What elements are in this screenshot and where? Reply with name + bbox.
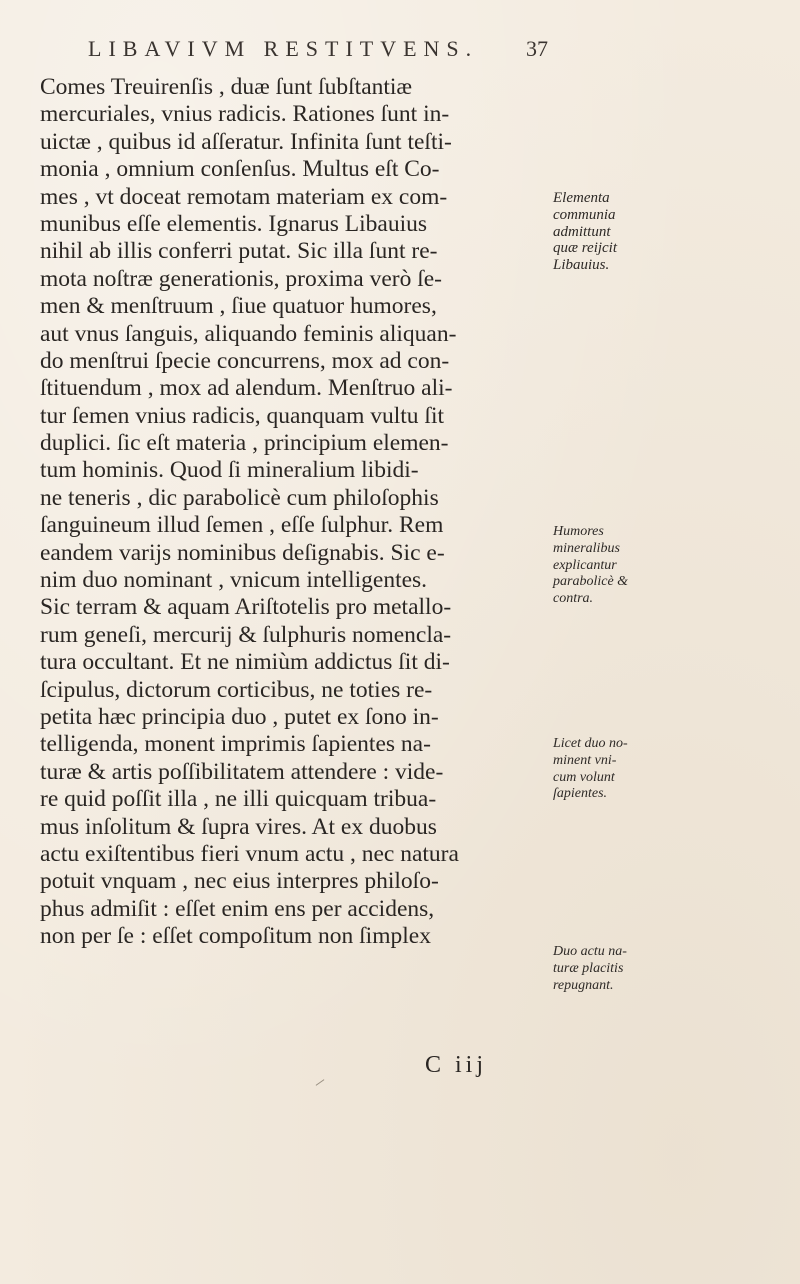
marginal-note-elementa: [553, 190, 798, 274]
marginal-note-line: Elementa: [553, 190, 610, 206]
marginal-note-licet: [553, 736, 798, 803]
text-line: ſtituendum , mox ad alendum. Menſtruo ali-: [40, 375, 453, 402]
marginal-note-line: explicantur: [553, 557, 617, 573]
text-line: nim duo nominant , vnicum intelligentes.: [40, 567, 428, 594]
text-line: munibus eſſe elementis. Ignarus Libauius: [40, 210, 428, 237]
text-line: tur ſemen vnius radicis, quanquam vultu ſit: [40, 402, 444, 429]
marginal-note-line: ſapientes.: [553, 786, 608, 802]
text-line: ne teneris , dic parabolicè cum philoſophis: [40, 484, 439, 511]
text-line: potuit vnquam , nec eius interpres philoſo-: [40, 868, 439, 895]
marginal-note-line: cum volunt: [553, 769, 615, 785]
text-line: uictæ , quibus id aſſeratur. Infinita ſunt teſti-: [40, 128, 452, 155]
text-line: rum geneſi, mercurij & ſulphuris nomencla-: [40, 621, 452, 648]
marginal-note-line: parabolicè &: [553, 574, 629, 590]
text-line: telligenda, monent imprimis ſapientes na-: [40, 731, 431, 758]
marginal-note-line: admittunt: [553, 223, 611, 240]
text-line: mota noſtræ generationis, proxima verò ſe-: [40, 265, 443, 292]
body-text: [40, 74, 560, 951]
text-line: men & menſtruum , ſiue quatuor humores,: [40, 293, 437, 320]
marginal-note-line: Humores: [553, 524, 604, 539]
text-line: petita hæc principia duo , putet ex ſono in-: [40, 703, 439, 730]
text-line: non per ſe : eſſet compoſitum non ſimplex: [40, 923, 431, 950]
text-line: tum hominis. Quod ſi mineralium libidi-: [40, 457, 419, 484]
marginal-note-line: Licet duo no-: [553, 736, 628, 751]
text-line: tura occultant. Et ne nimiùm addictus ſit di-: [40, 649, 450, 676]
text-line: ſcipulus, dictorum corticibus, ne toties re-: [40, 676, 433, 703]
marginal-note-line: communia: [553, 206, 616, 223]
stray-pen-mark: [316, 1079, 325, 1086]
marginal-note-line: minent vni-: [553, 752, 617, 768]
text-line: re quid poſſit illa , ne illi quicquam tribua-: [40, 786, 437, 813]
text-line: duplici. ſic eſt materia , principium elemen-: [40, 430, 449, 457]
text-line: turæ & artis poſſibilitatem attendere : vide-: [40, 758, 444, 785]
marginal-note-duo-actu: [553, 944, 798, 994]
text-line: Comes Treuirenſis , duæ ſunt ſubſtantiæ: [40, 74, 413, 100]
text-line: aut vnus ſanguis, aliquando feminis aliquan-: [40, 320, 457, 347]
marginal-note-line: Libauius.: [553, 257, 610, 274]
page-header: [88, 36, 548, 76]
text-line: actu exiſtentibus fieri vnum actu , nec natura: [40, 840, 459, 867]
page-number: 37: [526, 36, 548, 61]
text-line: eandem varijs nominibus deſignabis. Sic e-: [40, 539, 445, 566]
marginal-note-line: turæ placitis: [553, 960, 624, 976]
text-line: do menſtrui ſpecie concurrens, mox ad con-: [40, 347, 450, 374]
text-line: nihil ab illis conferri putat. Sic illa ſunt re-: [40, 238, 438, 265]
running-title: LIBAVIVM RESTITVENS.: [88, 36, 479, 61]
marginal-note-line: repugnant.: [553, 977, 614, 993]
text-line: mus inſolitum & ſupra vires. At ex duobus: [40, 813, 437, 840]
marginal-note-line: Duo actu na-: [553, 944, 627, 959]
text-line: phus admiſit : eſſet enim ens per accidens,: [40, 895, 435, 922]
text-line: monia , omnium conſenſus. Multus eſt Co-: [40, 156, 440, 183]
text-line: Sic terram & aquam Ariſtotelis pro metallo-: [40, 594, 452, 621]
marginal-note-humores: [553, 524, 798, 608]
text-line: mercuriales, vnius radicis. Rationes ſunt in-: [40, 101, 450, 128]
signature-mark: C iij: [425, 1052, 488, 1078]
text-line: ſanguineum illud ſemen , eſſe ſulphur. Rem: [40, 512, 444, 539]
marginal-note-line: mineralibus: [553, 540, 620, 556]
marginal-note-line: quæ reijcit: [553, 240, 618, 257]
marginal-note-line: contra.: [553, 591, 594, 607]
text-line: mes , vt doceat remotam materiam ex com-: [40, 183, 448, 210]
